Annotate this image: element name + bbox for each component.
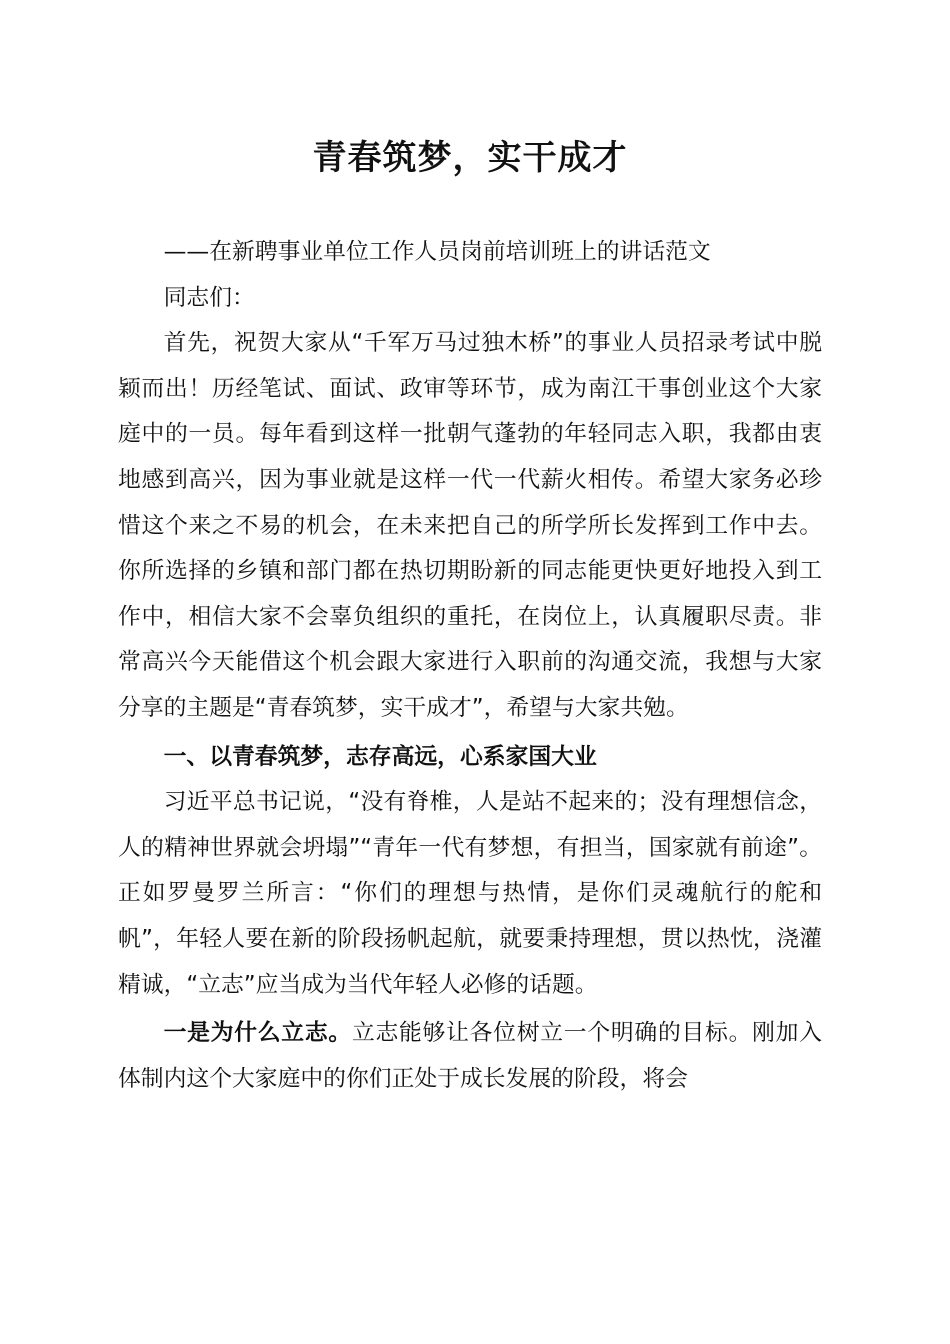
intro-paragraph: 首先，祝贺大家从“千军万马过独木桥”的事业人员招录考试中脱颖而出！历经笔试、面试、政审等环节，成为南江干事创业这个大家庭中的一员。每年看到这样一批朝气蓬勃的年轻同志入职，我都由衷地感到高兴，因为事业就是这样一代一代薪火相传。希望大家务必珍惜这个来之不易的机会，在未来把自己的所学所长发挥到工作中去。你所选择的乡镇和部门都在热切期盼新的同志能更快更好地投入到工作中，相信大家不会辜负组织的重托，在岗位上，认真履职尽责。非常高兴今天能借这个机会跟大家进行入职前的沟通交流，我想与大家分享的主题是“青春筑梦，实干成才”，希望与大家共勉。 [118, 330, 822, 721]
point-1-lead: 一是为什么立志。 [163, 1020, 352, 1047]
point-1-paragraph [118, 1011, 822, 1102]
section-1-heading: 一、以青春筑梦，志存高远，心系家国大业 [163, 743, 597, 770]
document-body [118, 230, 822, 1102]
document-title: 青春筑梦，实干成才 [312, 138, 628, 178]
section-1-paragraph: 习近平总书记说，“没有脊椎，人是站不起来的；没有理想信念，人的精神世界就会坍塌”“青年一代有梦想，有担当，国家就有前途”。正如罗曼罗兰所言：“你们的理想与热情，是你们灵魂航行的舵和帆”，年轻人要在新的阶段扬帆起航，就要秉持理想，贯以热忱，浇灌精诚，“立志”应当成为当代年轻人必修的话题。 [118, 789, 822, 998]
subtitle: ——在新聘事业单位工作人员岗前培训班上的讲话范文 [163, 239, 711, 265]
point-1-text: 立志能够让各位树立一个明确的目标。刚加入体制内这个大家庭中的你们正处于成长发展的阶段，将会 [118, 1020, 823, 1092]
document-page [118, 0, 822, 1344]
salutation: 同志们： [163, 284, 255, 311]
